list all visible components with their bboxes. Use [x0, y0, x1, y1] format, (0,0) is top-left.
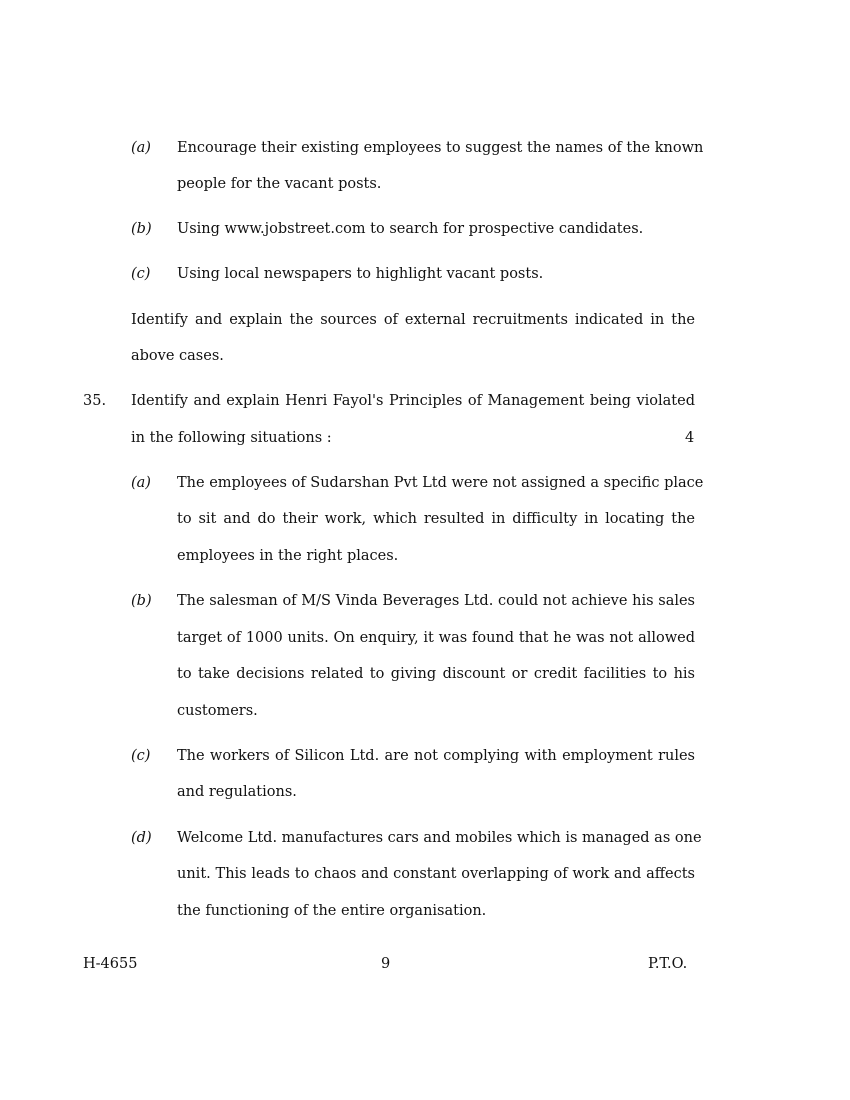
option-label: (d) — [131, 830, 152, 846]
option-label: (c) — [131, 266, 151, 282]
option-text-line: people for the vacant posts. — [177, 176, 382, 192]
option-text-line: the functioning of the entire organisation. — [177, 903, 487, 919]
option-text-line: target of 1000 units. On enquiry, it was found that he was not allowed — [177, 630, 695, 646]
option-label: (b) — [131, 593, 152, 609]
option-text-line: customers. — [177, 703, 258, 719]
question-marks: 4 — [685, 430, 695, 446]
option-label: (a) — [131, 140, 151, 156]
option-text-line: Encourage their existing employees to suggest the names of the known — [177, 140, 704, 156]
option-text-line: Welcome Ltd. manufactures cars and mobiles which is managed as one — [177, 830, 702, 846]
option-text-line: unit. This leads to chaos and constant overlapping of work and affects — [177, 866, 695, 882]
paper-code: H-4655 — [83, 956, 138, 972]
option-text-line: and regulations. — [177, 784, 297, 800]
option-text-line: Using local newspapers to highlight vacant posts. — [177, 266, 544, 282]
question-text-line: Identify and explain Henri Fayol's Principles of Management being violated — [131, 393, 695, 409]
pto-label: P.T.O. — [648, 956, 688, 972]
instruction-line: Identify and explain the sources of external recruitments indicated in the — [131, 312, 695, 328]
option-label: (c) — [131, 748, 151, 764]
option-text-line: to take decisions related to giving discount or credit facilities to his — [177, 666, 695, 682]
question-text-line: in the following situations : — [131, 430, 332, 446]
instruction-line: above cases. — [131, 348, 224, 364]
option-text-line: The workers of Silicon Ltd. are not complying with employment rules — [177, 748, 695, 764]
option-text-line: The salesman of M/S Vinda Beverages Ltd. could not achieve his sales — [177, 593, 695, 609]
option-text-line: The employees of Sudarshan Pvt Ltd were not assigned a specific place — [177, 475, 704, 491]
option-text-line: employees in the right places. — [177, 548, 399, 564]
option-label: (a) — [131, 475, 151, 491]
option-text-line: to sit and do their work, which resulted in difficulty in locating the — [177, 511, 695, 527]
option-label: (b) — [131, 221, 152, 237]
question-number: 35. — [83, 393, 107, 409]
option-text-line: Using www.jobstreet.com to search for prospective candidates. — [177, 221, 644, 237]
page-number: 9 — [381, 956, 391, 972]
